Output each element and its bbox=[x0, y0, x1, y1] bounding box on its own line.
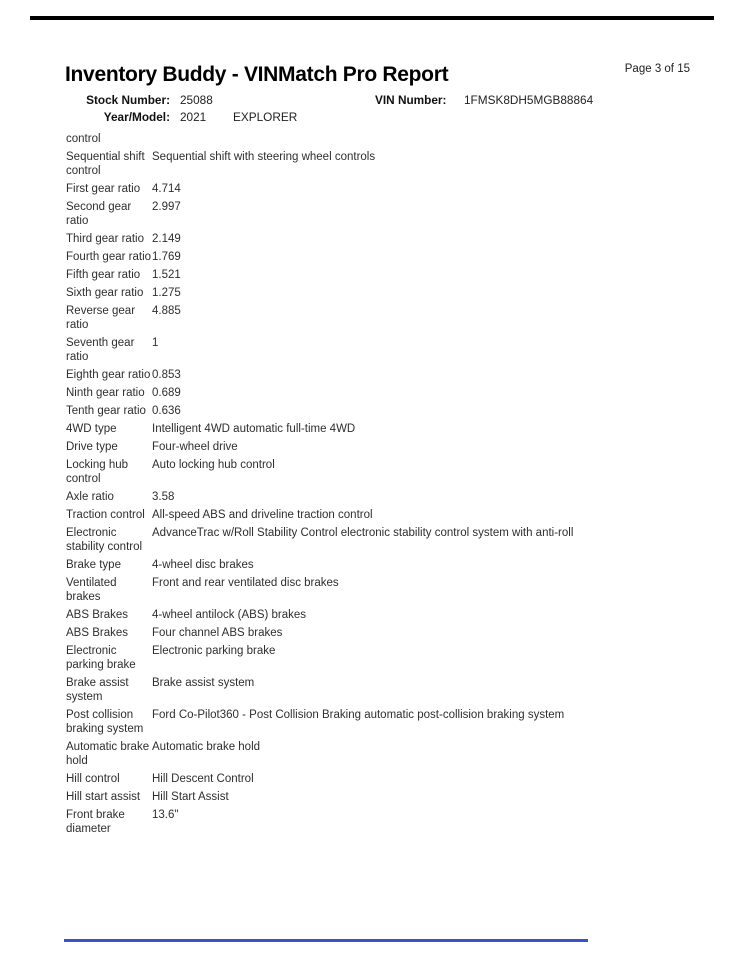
spec-label: Eighth gear ratio bbox=[66, 369, 151, 381]
year-model-label: Year/Model: bbox=[103, 110, 170, 124]
spec-value: 0.689 bbox=[152, 387, 181, 399]
spec-value: Ford Co-Pilot360 - Post Collision Braking automatic post-collision braking system bbox=[152, 709, 565, 721]
spec-label: Seventh gear ratio bbox=[66, 337, 135, 363]
spec-value: Intelligent 4WD automatic full-time 4WD bbox=[152, 423, 356, 435]
spec-value: 0.636 bbox=[152, 405, 181, 417]
spec-value: Four channel ABS brakes bbox=[152, 627, 283, 639]
spec-value: Sequential shift with steering wheel controls bbox=[152, 151, 376, 163]
spec-row bbox=[66, 644, 722, 672]
spec-label: Ninth gear ratio bbox=[66, 387, 145, 399]
spec-label: Second gear ratio bbox=[66, 201, 132, 227]
spec-row bbox=[66, 626, 722, 640]
bottom-edge-rule bbox=[64, 939, 588, 942]
spec-value: Front and rear ventilated disc brakes bbox=[152, 577, 339, 589]
spec-label: Post collision braking system bbox=[66, 709, 144, 735]
vin-number-value: 1FMSK8DH5MGB88864 bbox=[464, 93, 594, 107]
spec-value: 1 bbox=[152, 337, 159, 349]
spec-label: First gear ratio bbox=[66, 183, 141, 195]
spec-label: Hill start assist bbox=[66, 791, 141, 803]
spec-row bbox=[66, 200, 722, 228]
spec-value: 2.149 bbox=[152, 233, 181, 245]
spec-row bbox=[66, 386, 722, 400]
spec-value: 4-wheel antilock (ABS) brakes bbox=[152, 609, 307, 621]
spec-row bbox=[66, 150, 722, 178]
spec-label: Electronic parking brake bbox=[66, 645, 136, 671]
spec-label: Drive type bbox=[66, 441, 118, 453]
spec-row bbox=[66, 576, 722, 604]
spec-value: 13.6" bbox=[152, 809, 179, 821]
spec-label: Brake type bbox=[66, 559, 121, 571]
spec-row bbox=[66, 740, 722, 768]
spec-label: 4WD type bbox=[66, 423, 117, 435]
spec-value: AdvanceTrac w/Roll Stability Control electronic stability control system with anti-roll bbox=[152, 527, 574, 539]
stock-number-value: 25088 bbox=[180, 93, 213, 107]
spec-label: ABS Brakes bbox=[66, 609, 128, 621]
page-number-indicator: Page 3 of 15 bbox=[624, 63, 690, 75]
spec-table bbox=[66, 132, 722, 840]
spec-row bbox=[66, 490, 722, 504]
spec-row bbox=[66, 558, 722, 572]
spec-row bbox=[66, 304, 722, 332]
spec-value: Hill Descent Control bbox=[152, 773, 254, 785]
spec-row bbox=[66, 808, 722, 836]
spec-row bbox=[66, 286, 722, 300]
page-title: Inventory Buddy - VINMatch Pro Report bbox=[65, 63, 449, 86]
spec-row bbox=[66, 772, 722, 786]
spec-row bbox=[66, 422, 722, 436]
year-value: 2021 bbox=[180, 110, 207, 124]
spec-label: Third gear ratio bbox=[66, 233, 144, 245]
spec-value: 4.714 bbox=[152, 183, 181, 195]
spec-value: All-speed ABS and driveline traction control bbox=[152, 509, 373, 521]
spec-value: 2.997 bbox=[152, 201, 181, 213]
spec-label: Fifth gear ratio bbox=[66, 269, 141, 281]
spec-label: Hill control bbox=[66, 773, 120, 785]
spec-row bbox=[66, 250, 722, 264]
spec-row bbox=[66, 268, 722, 282]
spec-row bbox=[66, 508, 722, 522]
spec-label: Electronic stability control bbox=[66, 527, 143, 553]
spec-row bbox=[66, 676, 722, 704]
spec-value: 3.58 bbox=[152, 491, 175, 503]
model-value: EXPLORER bbox=[233, 110, 298, 124]
spec-row bbox=[66, 404, 722, 418]
spec-value: 1.275 bbox=[152, 287, 181, 299]
spec-row bbox=[66, 790, 722, 804]
spec-value: Electronic parking brake bbox=[152, 645, 276, 657]
spec-row bbox=[66, 708, 722, 736]
spec-label: ABS Brakes bbox=[66, 627, 128, 639]
spec-value: Auto locking hub control bbox=[152, 459, 275, 471]
spec-value: 1.521 bbox=[152, 269, 181, 281]
spec-label: Sequential shift control bbox=[66, 151, 145, 177]
spec-row bbox=[66, 368, 722, 382]
spec-row bbox=[66, 440, 722, 454]
spec-row bbox=[66, 232, 722, 246]
spec-row bbox=[66, 458, 722, 486]
spec-label: Brake assist system bbox=[66, 677, 129, 703]
spec-row bbox=[66, 336, 722, 364]
spec-label: Fourth gear ratio bbox=[66, 251, 152, 263]
spec-label: Sixth gear ratio bbox=[66, 287, 144, 299]
spec-label: Axle ratio bbox=[66, 491, 114, 503]
vin-number-label: VIN Number: bbox=[375, 93, 447, 107]
spec-label: Automatic brake hold bbox=[66, 741, 150, 767]
spec-value: Four-wheel drive bbox=[152, 441, 238, 453]
spec-row bbox=[66, 526, 722, 554]
spec-row bbox=[66, 608, 722, 622]
wrapped-label-continuation: control bbox=[66, 133, 101, 145]
spec-value: 1.769 bbox=[152, 251, 181, 263]
stock-number-label: Stock Number: bbox=[86, 93, 170, 107]
spec-value: Brake assist system bbox=[152, 677, 255, 689]
top-edge-rule bbox=[30, 16, 714, 20]
spec-label: Front brake diameter bbox=[66, 809, 125, 835]
spec-label: Reverse gear ratio bbox=[66, 305, 136, 331]
spec-label: Ventilated brakes bbox=[66, 577, 117, 603]
spec-value: 0.853 bbox=[152, 369, 181, 381]
spec-value: 4-wheel disc brakes bbox=[152, 559, 254, 571]
spec-label: Traction control bbox=[66, 509, 145, 521]
spec-value: Automatic brake hold bbox=[152, 741, 261, 753]
spec-row bbox=[66, 182, 722, 196]
spec-label: Tenth gear ratio bbox=[66, 405, 146, 417]
spec-value: Hill Start Assist bbox=[152, 791, 229, 803]
spec-value: 4.885 bbox=[152, 305, 181, 317]
spec-label: Locking hub control bbox=[66, 459, 129, 485]
